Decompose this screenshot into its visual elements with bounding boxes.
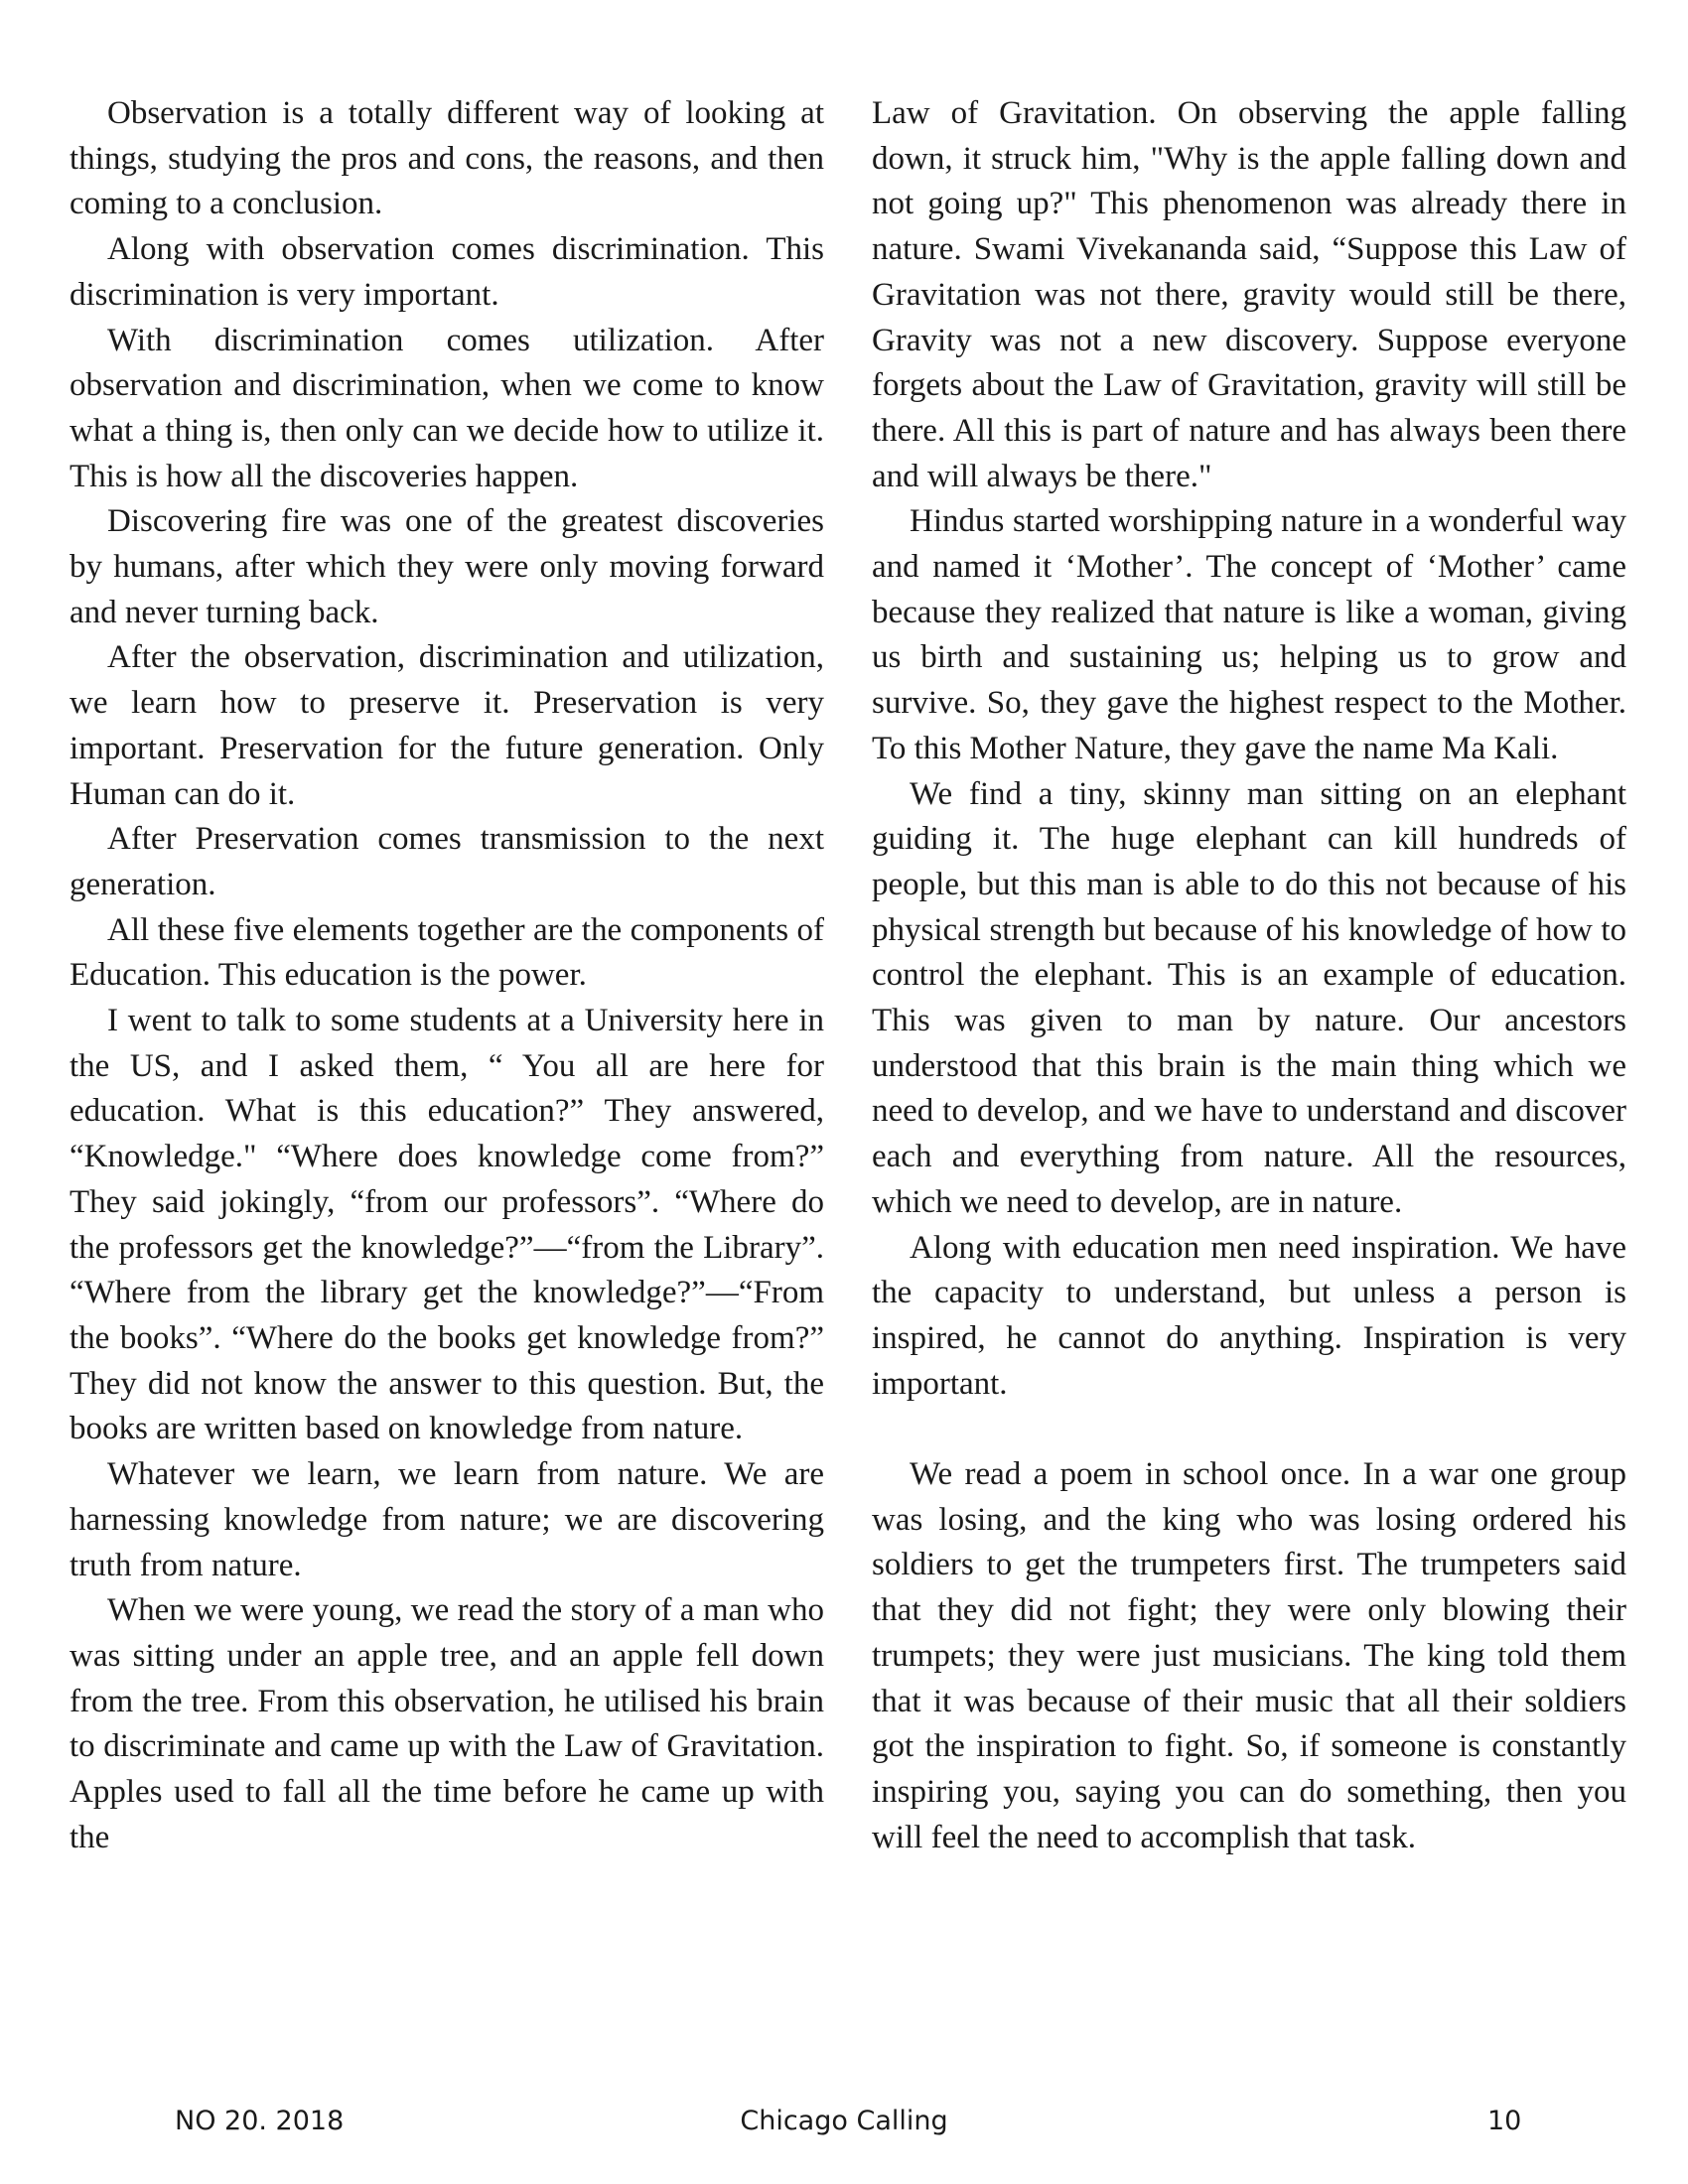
page-footer <box>0 2106 1688 2145</box>
paragraph: All these five elements together are the components of Education. This education is the power. <box>70 911 824 994</box>
footer-publication-title: Chicago Calling <box>740 2106 948 2136</box>
paragraph: Along with observation comes discrimination. This discrimination is very important. <box>70 231 824 313</box>
paragraph: Observation is a totally different way of looking at things, studying the pros and cons, the reasons, and then coming to a conclusion. <box>70 95 824 222</box>
right-text-column <box>872 91 1626 1860</box>
paragraph: Discovering fire was one of the greatest discoveries by humans, after which they were only moving forward and never turning back. <box>70 503 824 630</box>
footer-page-number: 10 <box>1487 2106 1522 2136</box>
paragraph: We read a poem in school once. In a war one group was losing, and the king who was losing ordered his soldiers to get the trumpeters first. The trumpeters said that they did not fight; they were only blowing their trumpets; they were just musicians. The king told them that it was because of their music that all their soldiers got the inspiration to fight. So, if someone is constantly inspiring you, saying you can do something, then you will feel the need to accomplish that task. <box>872 1456 1626 1855</box>
paragraph-continuation: Law of Gravitation. On observing the apple falling down, it struck him, "Why is the apple falling down and not going up?" This phenomenon was already there in nature. Swami Vivekananda said, “Suppose this Law of Gravitation was not there, gravity would still be there, Gravity was not a new discovery. Suppose everyone forgets about the Law of Gravitation, gravity will still be there. All this is part of nature and has always been there and will always be there." <box>872 95 1626 494</box>
paragraph: With discrimination comes utilization. After observation and discrimination, when we come to know what a thing is, then only can we decide how to utilize it. This is how all the discoveries happen. <box>70 322 824 494</box>
paragraph: After Preservation comes transmission to the next generation. <box>70 821 824 902</box>
left-text-column <box>70 91 824 1860</box>
paragraph: When we were young, we read the story of a man who was sitting under an apple tree, and an apple fell down from the tree. From this observation, he utilised his brain to discriminate and came up with the Law of Gravitation. Apples used to fall all the time before he came up with the <box>70 1592 824 1855</box>
paragraph: Along with education men need inspiration. We have the capacity to understand, but unless a person is inspired, he cannot do anything. Inspiration is very important. <box>872 1229 1626 1402</box>
paragraph: Hindus started worshipping nature in a wonderful way and named it ‘Mother’. The concept of ‘Mother’ came because they realized that nature is like a woman, giving us birth and sustaining us; helping us to grow and survive. So, they gave the highest respect to the Mother. To this Mother Nature, they gave the name Ma Kali. <box>872 503 1626 766</box>
paragraph: After the observation, discrimination and utilization, we learn how to preserve it. Preservation is very important. Preservation for the future generation. Only Human can do it. <box>70 639 824 812</box>
paragraph: I went to talk to some students at a University here in the US, and I asked them, “ You all are here for education. What is this education?” They answered, “Knowledge." “Where does knowledge come from?” They said jokingly, “from our professors”. “Where do the professors get the knowledge?”—“from the Library”. “Where from the library get the knowledge?”—“From the books”. “Where do the books get knowledge from?” They did not know the answer to this question. But, the books are written based on knowledge from nature. <box>70 1003 824 1447</box>
paragraph: We find a tiny, skinny man sitting on an elephant guiding it. The huge elephant can kill hundreds of people, but this man is able to do this not because of his physical strength but because of his knowledge of how to control the elephant. This is an example of education. This was given to man by nature. Our ancestors understood that this brain is the main thing which we need to develop, and we have to understand and discover each and everything from nature. All the resources, which we need to develop, are in nature. <box>872 775 1626 1220</box>
paragraph: Whatever we learn, we learn from nature. We are harnessing knowledge from nature; we are discovering truth from nature. <box>70 1456 824 1583</box>
footer-issue: NO 20. 2018 <box>175 2106 345 2136</box>
